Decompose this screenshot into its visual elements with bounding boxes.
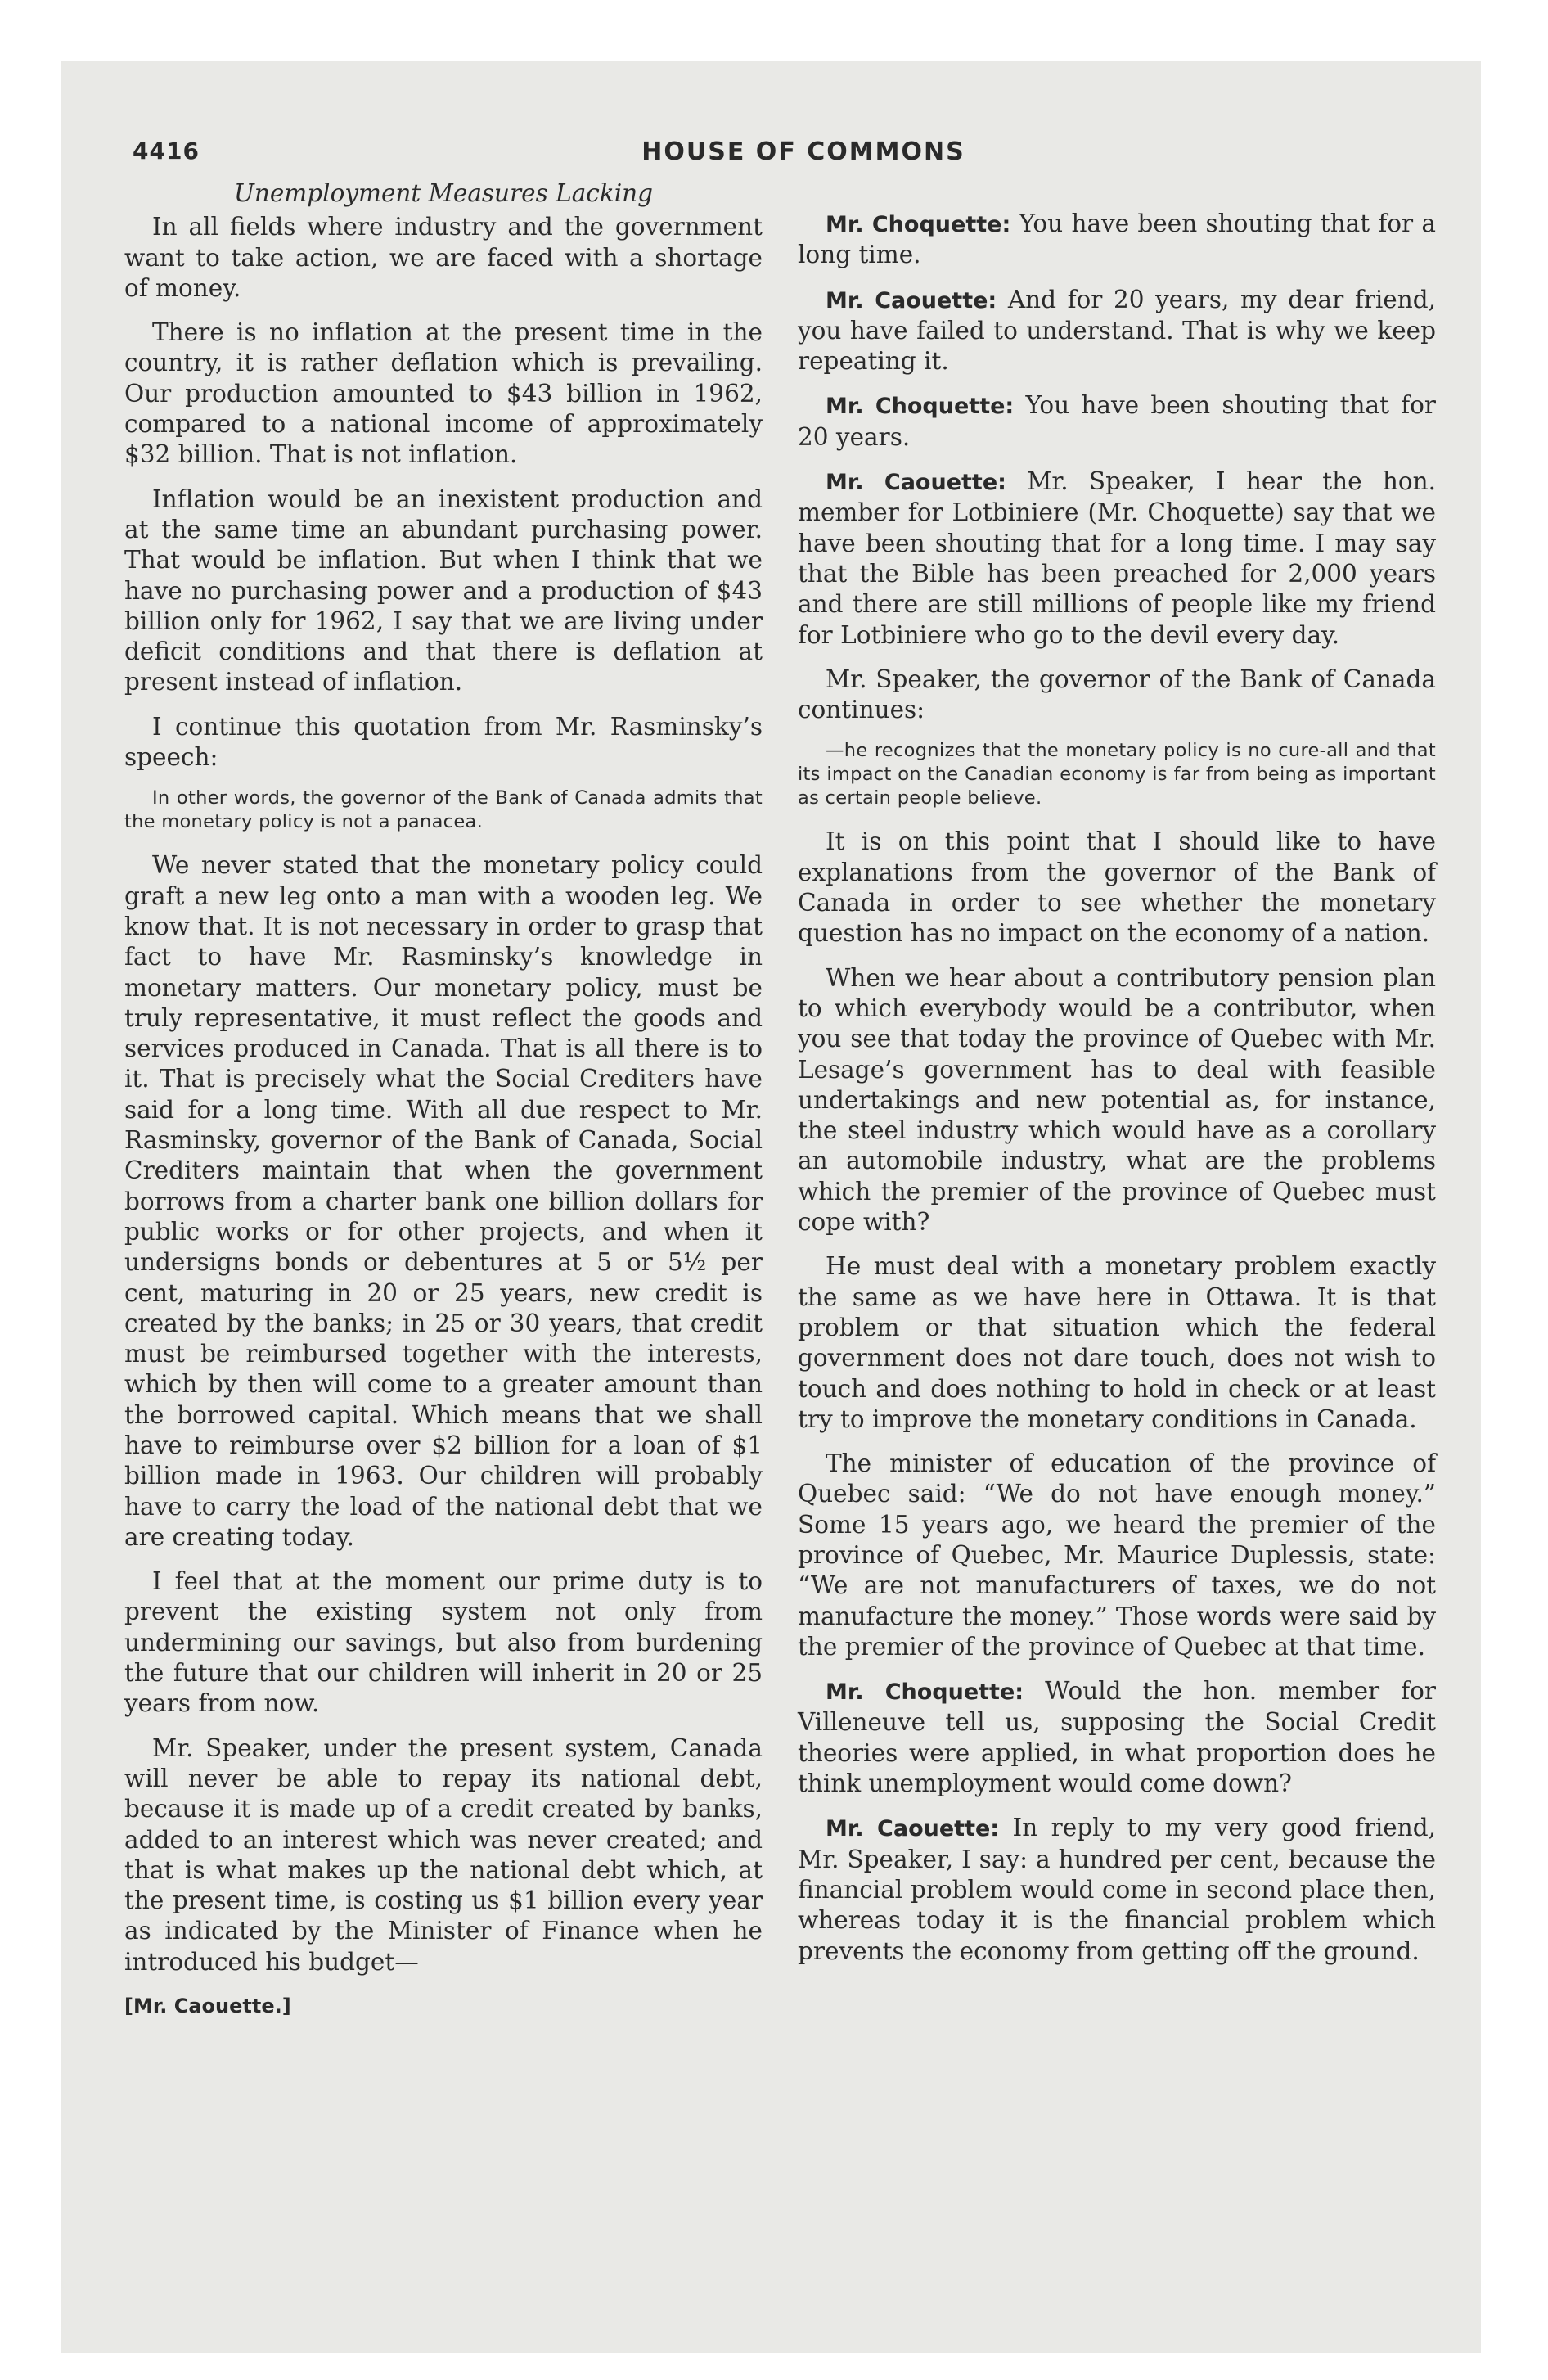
speech-exchange bbox=[798, 209, 1436, 271]
speech-text: Would the hon. member for Villeneuve tell us, supposing the Social Credit theories were applied, in what proportion does he think unemployment would come down? bbox=[798, 1677, 1436, 1798]
speech-text: You have been shouting that for a long time. bbox=[798, 210, 1436, 269]
speech-exchange bbox=[798, 390, 1436, 453]
speaker-name: Mr. Caouette: bbox=[826, 287, 997, 313]
paragraph: When we hear about a contributory pension plan to which everybody would be a contributor, when you see that today the province of Quebec with Mr. Lesage’s government has to deal with feasible undertakings and new potential as, for instance, the steel industry which would have as a corollary an automobile industry, what are the problems which the premier of the province of Quebec must cope with? bbox=[798, 963, 1436, 1237]
speech-exchange bbox=[798, 1813, 1436, 1966]
speech-exchange bbox=[798, 1676, 1436, 1799]
page-number: 4416 bbox=[133, 137, 200, 165]
speaker-name: Mr. Choquette: bbox=[826, 212, 1011, 237]
running-title: HOUSE OF COMMONS bbox=[641, 137, 965, 166]
page-header bbox=[133, 137, 1409, 170]
paragraph: The minister of education of the province of Quebec said: “We do not have enough money.” Some 15 years ago, we heard the premier of the province of Quebec, Mr. Maurice Duplessis, state: “We are not manufacturers of taxes, we do not manufacture the money.” Those words were said by the premier of the province of Quebec at that time. bbox=[798, 1449, 1436, 1661]
speaker-name: Mr. Caouette: bbox=[826, 1816, 1000, 1842]
paragraph: I continue this quotation from Mr. Rasminsky’s speech: bbox=[124, 712, 763, 772]
speech-text: You have been shouting that for 20 years. bbox=[798, 391, 1436, 451]
footer-speaker-tag: [Mr. Caouette.] bbox=[124, 1995, 291, 2018]
speech-exchange bbox=[798, 467, 1436, 651]
speaker-name: Mr. Caouette: bbox=[826, 470, 1006, 496]
paragraph: There is no inflation at the present time in the country, it is rather deflation which is prevailing. Our production amounted to $43 billion in 1962, compared to a national income of approximately $32 billion. That is not inflation. bbox=[124, 318, 763, 469]
paragraph: In all fields where industry and the government want to take action, we are faced with a shortage of money. bbox=[124, 213, 763, 302]
section-subhead: Unemployment Measures Lacking bbox=[233, 179, 654, 207]
paragraph: Inflation would be an inexistent production and at the same time an abundant purchasing power. That would be inflation. But when I think that we have no purchasing power and a production of $43 billion only for 1962, I say that we are living under deficit conditions and that there is deflation at present instead of inflation. bbox=[124, 485, 763, 696]
right-column bbox=[798, 209, 1436, 1981]
paragraph: He must deal with a monetary problem exactly the same as we have here in Ottawa. It is that problem or that situation which the federal government does not dare touch, does not wish to touch and does nothing to hold in check or at least try to improve the monetary conditions in Canada. bbox=[798, 1252, 1436, 1433]
speaker-name: Mr. Choquette: bbox=[826, 394, 1015, 420]
block-quote: —he recognizes that the monetary policy is no cure-all and that its impact on the Canadian economy is far from being as important as certain people believe. bbox=[798, 740, 1436, 809]
paragraph: We never stated that the monetary policy could graft a new leg onto a man with a wooden leg. We know that. It is not necessary in order to grasp that fact to have Mr. Rasminsky’s knowledge in monetary matters. Our monetary policy, must be truly representative, it must reflect the goods and services produced in Canada. That is all there is to it. That is precisely what the Social Crediters have said for a long time. With all due respect to Mr. Rasminsky, governor of the Bank of Canada, Social Crediters maintain that when the government borrows from a charter bank one billion dollars for public works or for other projects, and when it undersigns bonds or debentures at 5 or 5½ per cent, maturing in 20 or 25 years, new credit is created by the banks; in 25 or 30 years, that credit must be reimbursed together with the interests, which by then will come to a greater amount than the borrowed capital. Which means that we shall have to reimburse over $2 billion for a loan of $1 billion made in 1963. Our children will probably have to carry the load of the national debt that we are creating today. bbox=[124, 851, 763, 1551]
paragraph: It is on this point that I should like to have explanations from the governor of the Bank of Canada in order to see whether the monetary question has no impact on the economy of a nation. bbox=[798, 827, 1436, 948]
block-quote: In other words, the governor of the Bank of Canada admits that the monetary policy is not a panacea. bbox=[124, 787, 763, 833]
paragraph: I feel that at the moment our prime duty is to prevent the existing system not only from undermining our savings, but also from burdening the future that our children will inherit in 20 or 25 years from now. bbox=[124, 1567, 763, 1718]
speech-text: And for 20 years, my dear friend, you have failed to understand. That is why we keep repeating it. bbox=[798, 285, 1436, 376]
speech-text: In reply to my very good friend, Mr. Speaker, I say: a hundred per cent, because the financial problem would come in second place then, whereas today it is the financial problem which prevents the economy from getting off the ground. bbox=[798, 1814, 1436, 1965]
paragraph: Mr. Speaker, the governor of the Bank of Canada continues: bbox=[798, 665, 1436, 724]
left-column bbox=[124, 178, 763, 2035]
paragraph: Mr. Speaker, under the present system, Canada will never be able to repay its national debt, because it is made up of a credit created by banks, added to an interest which was never created; and that is what makes up the national debt which, at the present time, is costing us $1 billion every year as indicated by the Minister of Finance when he introduced his budget— bbox=[124, 1733, 763, 1976]
speech-exchange bbox=[798, 285, 1436, 377]
speaker-name: Mr. Choquette: bbox=[826, 1679, 1024, 1706]
speech-text: Mr. Speaker, I hear the hon. member for Lotbiniere (Mr. Choquette) say that we have been shouting that for a long time. I may say that the Bible has been preached for 2,000 years and there are still millions of people like my friend for Lotbiniere who go to the devil every day. bbox=[798, 467, 1436, 649]
